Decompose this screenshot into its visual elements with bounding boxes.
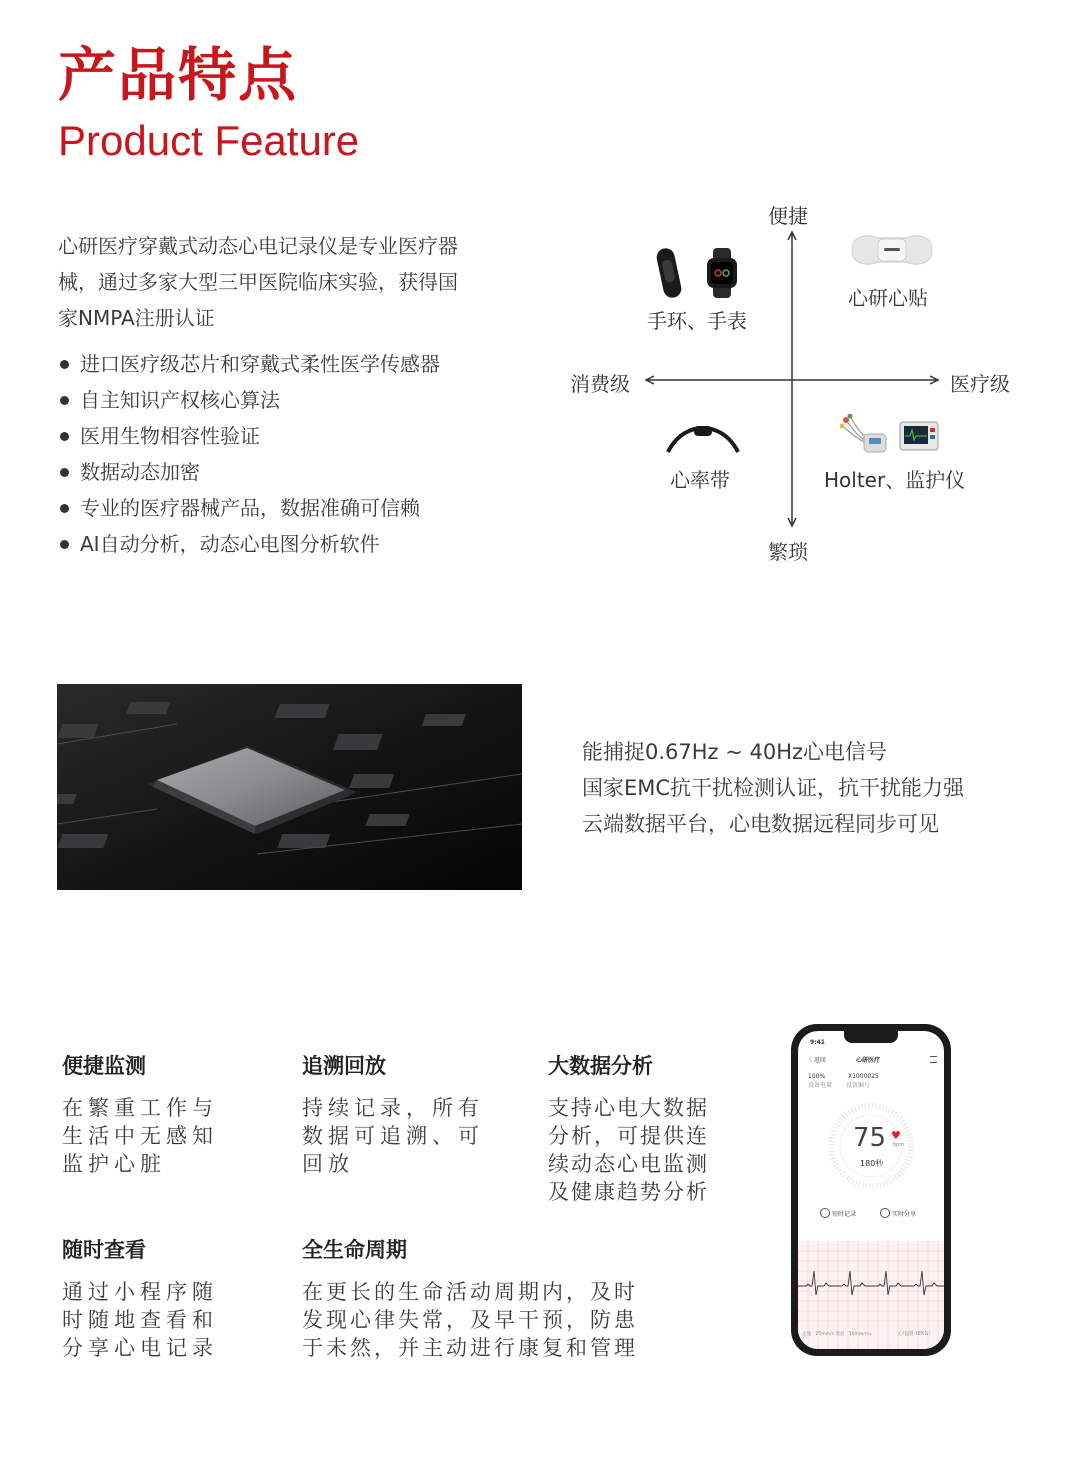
feature-desc: 通过小程序随 时随地查看和 分享心电记录 bbox=[62, 1280, 218, 1360]
device-id: X1000025 bbox=[848, 1073, 879, 1080]
feature-title: 追溯回放 bbox=[302, 1054, 386, 1078]
short-record-button[interactable]: 短时记录 bbox=[832, 1211, 857, 1218]
spec-line: 能捕捉0.67Hz ~ 40Hz心电信号 bbox=[582, 740, 888, 764]
bullet-dot-icon bbox=[60, 504, 69, 513]
ecg-speed-gain: 走速：25mm/s 增益：10mm/mv bbox=[802, 1332, 872, 1337]
share-icon[interactable] bbox=[880, 1208, 890, 1218]
heart-rate-strap-icon bbox=[664, 424, 742, 456]
bullet-dot-icon bbox=[60, 396, 69, 405]
bullet-dot-icon bbox=[60, 468, 69, 477]
axis-label-cumbersome: 繁琐 bbox=[768, 540, 808, 564]
axis-label-medical: 医疗级 bbox=[950, 372, 1010, 396]
live-share-button[interactable]: 实时分享 bbox=[892, 1211, 917, 1218]
bullet-item: 医用生物相容性验证 bbox=[58, 418, 440, 454]
circuit-chip-illustration bbox=[57, 684, 522, 890]
intro-line: 械，通过多家大型三甲医院临床实验，获得国 bbox=[58, 270, 458, 294]
feature-big-data bbox=[548, 1050, 709, 1206]
intro-paragraph bbox=[58, 228, 543, 336]
feature-portable bbox=[62, 1050, 218, 1178]
smartwatch-icon bbox=[704, 248, 740, 298]
quadrant-label-strap: 心率带 bbox=[670, 468, 730, 492]
feature-playback bbox=[302, 1050, 484, 1178]
intro-line: 家NMPA注册认证 bbox=[58, 306, 215, 330]
feature-desc: 支持心电大数据 分析，可提供连 续动态心电监测 及健康趋势分析 bbox=[548, 1096, 709, 1204]
quadrant-label-patch: 心研心贴 bbox=[848, 286, 928, 310]
intro-line: 心研医疗穿戴式动态心电记录仪是专业医疗器 bbox=[58, 234, 458, 258]
bullet-item: 进口医疗级芯片和穿戴式柔性医学传感器 bbox=[58, 346, 440, 382]
bullet-item: AI自动分析，动态心电图分析软件 bbox=[58, 526, 440, 562]
patient-monitor-icon bbox=[898, 418, 940, 454]
spec-list bbox=[582, 734, 964, 842]
duration-value: 180秒 bbox=[860, 1159, 884, 1168]
bullet-item: 专业的医疗器械产品，数据准确可信赖 bbox=[58, 490, 440, 526]
feature-life-cycle bbox=[302, 1234, 638, 1362]
battery-label: 设备电量 bbox=[808, 1082, 833, 1089]
bullet-dot-icon bbox=[60, 360, 69, 369]
axis-label-consumer: 消费级 bbox=[570, 372, 630, 396]
quadrant-label-band-watch: 手环、手表 bbox=[647, 309, 747, 333]
phone-notch bbox=[844, 1031, 898, 1043]
ecg-patch-icon bbox=[848, 230, 936, 270]
bullet-dot-icon bbox=[60, 432, 69, 441]
feature-bullet-list bbox=[58, 346, 440, 562]
heart-icon: ♥ bbox=[891, 1129, 901, 1142]
battery-value: 100% bbox=[808, 1073, 826, 1080]
record-icon[interactable] bbox=[820, 1208, 830, 1218]
feature-title: 全生命周期 bbox=[302, 1238, 407, 1262]
chip-image bbox=[57, 684, 522, 890]
app-title: 心研医疗 bbox=[856, 1057, 881, 1064]
bullet-item: 自主知识产权核心算法 bbox=[58, 382, 440, 418]
page-title-en: Product Feature bbox=[58, 117, 360, 164]
ecg-label: 心电图（EKG） bbox=[898, 1331, 934, 1337]
bpm-unit: bpm bbox=[893, 1142, 905, 1148]
feature-view-anytime bbox=[62, 1234, 218, 1362]
bullet-item: 数据动态加密 bbox=[58, 454, 440, 490]
feature-desc: 持续记录，所有 数据可追溯、可 回放 bbox=[302, 1096, 484, 1176]
feature-title: 大数据分析 bbox=[548, 1054, 653, 1078]
fitness-band-icon bbox=[652, 246, 692, 300]
phone-screen bbox=[798, 1031, 944, 1349]
feature-title: 便捷监测 bbox=[62, 1054, 146, 1078]
status-time: 9:41 bbox=[810, 1039, 825, 1046]
back-button[interactable]: 〈 返回 bbox=[806, 1057, 826, 1064]
feature-desc: 在繁重工作与 生活中无感知 监护心脏 bbox=[62, 1096, 218, 1176]
feature-title: 随时查看 bbox=[62, 1238, 146, 1262]
axis-label-convenient: 便捷 bbox=[768, 204, 808, 228]
bullet-dot-icon bbox=[60, 540, 69, 549]
holter-device-icon bbox=[840, 414, 890, 456]
feature-desc: 在更长的生命活动周期内，及时 发现心律失常，及早干预，防患 于未然，并主动进行康复和管理 bbox=[302, 1280, 638, 1360]
bpm-value: 75 bbox=[853, 1123, 887, 1153]
spec-line: 云端数据平台，心电数据远程同步可见 bbox=[582, 812, 939, 836]
menu-icon[interactable] bbox=[930, 1056, 937, 1063]
quadrant-label-holter: Holter、监护仪 bbox=[824, 468, 966, 492]
page-title-cn: 产品特点 bbox=[58, 41, 299, 109]
spec-line: 国家EMC抗干扰检测认证，抗干扰能力强 bbox=[582, 776, 965, 800]
device-label: 设备编号 bbox=[846, 1082, 871, 1089]
